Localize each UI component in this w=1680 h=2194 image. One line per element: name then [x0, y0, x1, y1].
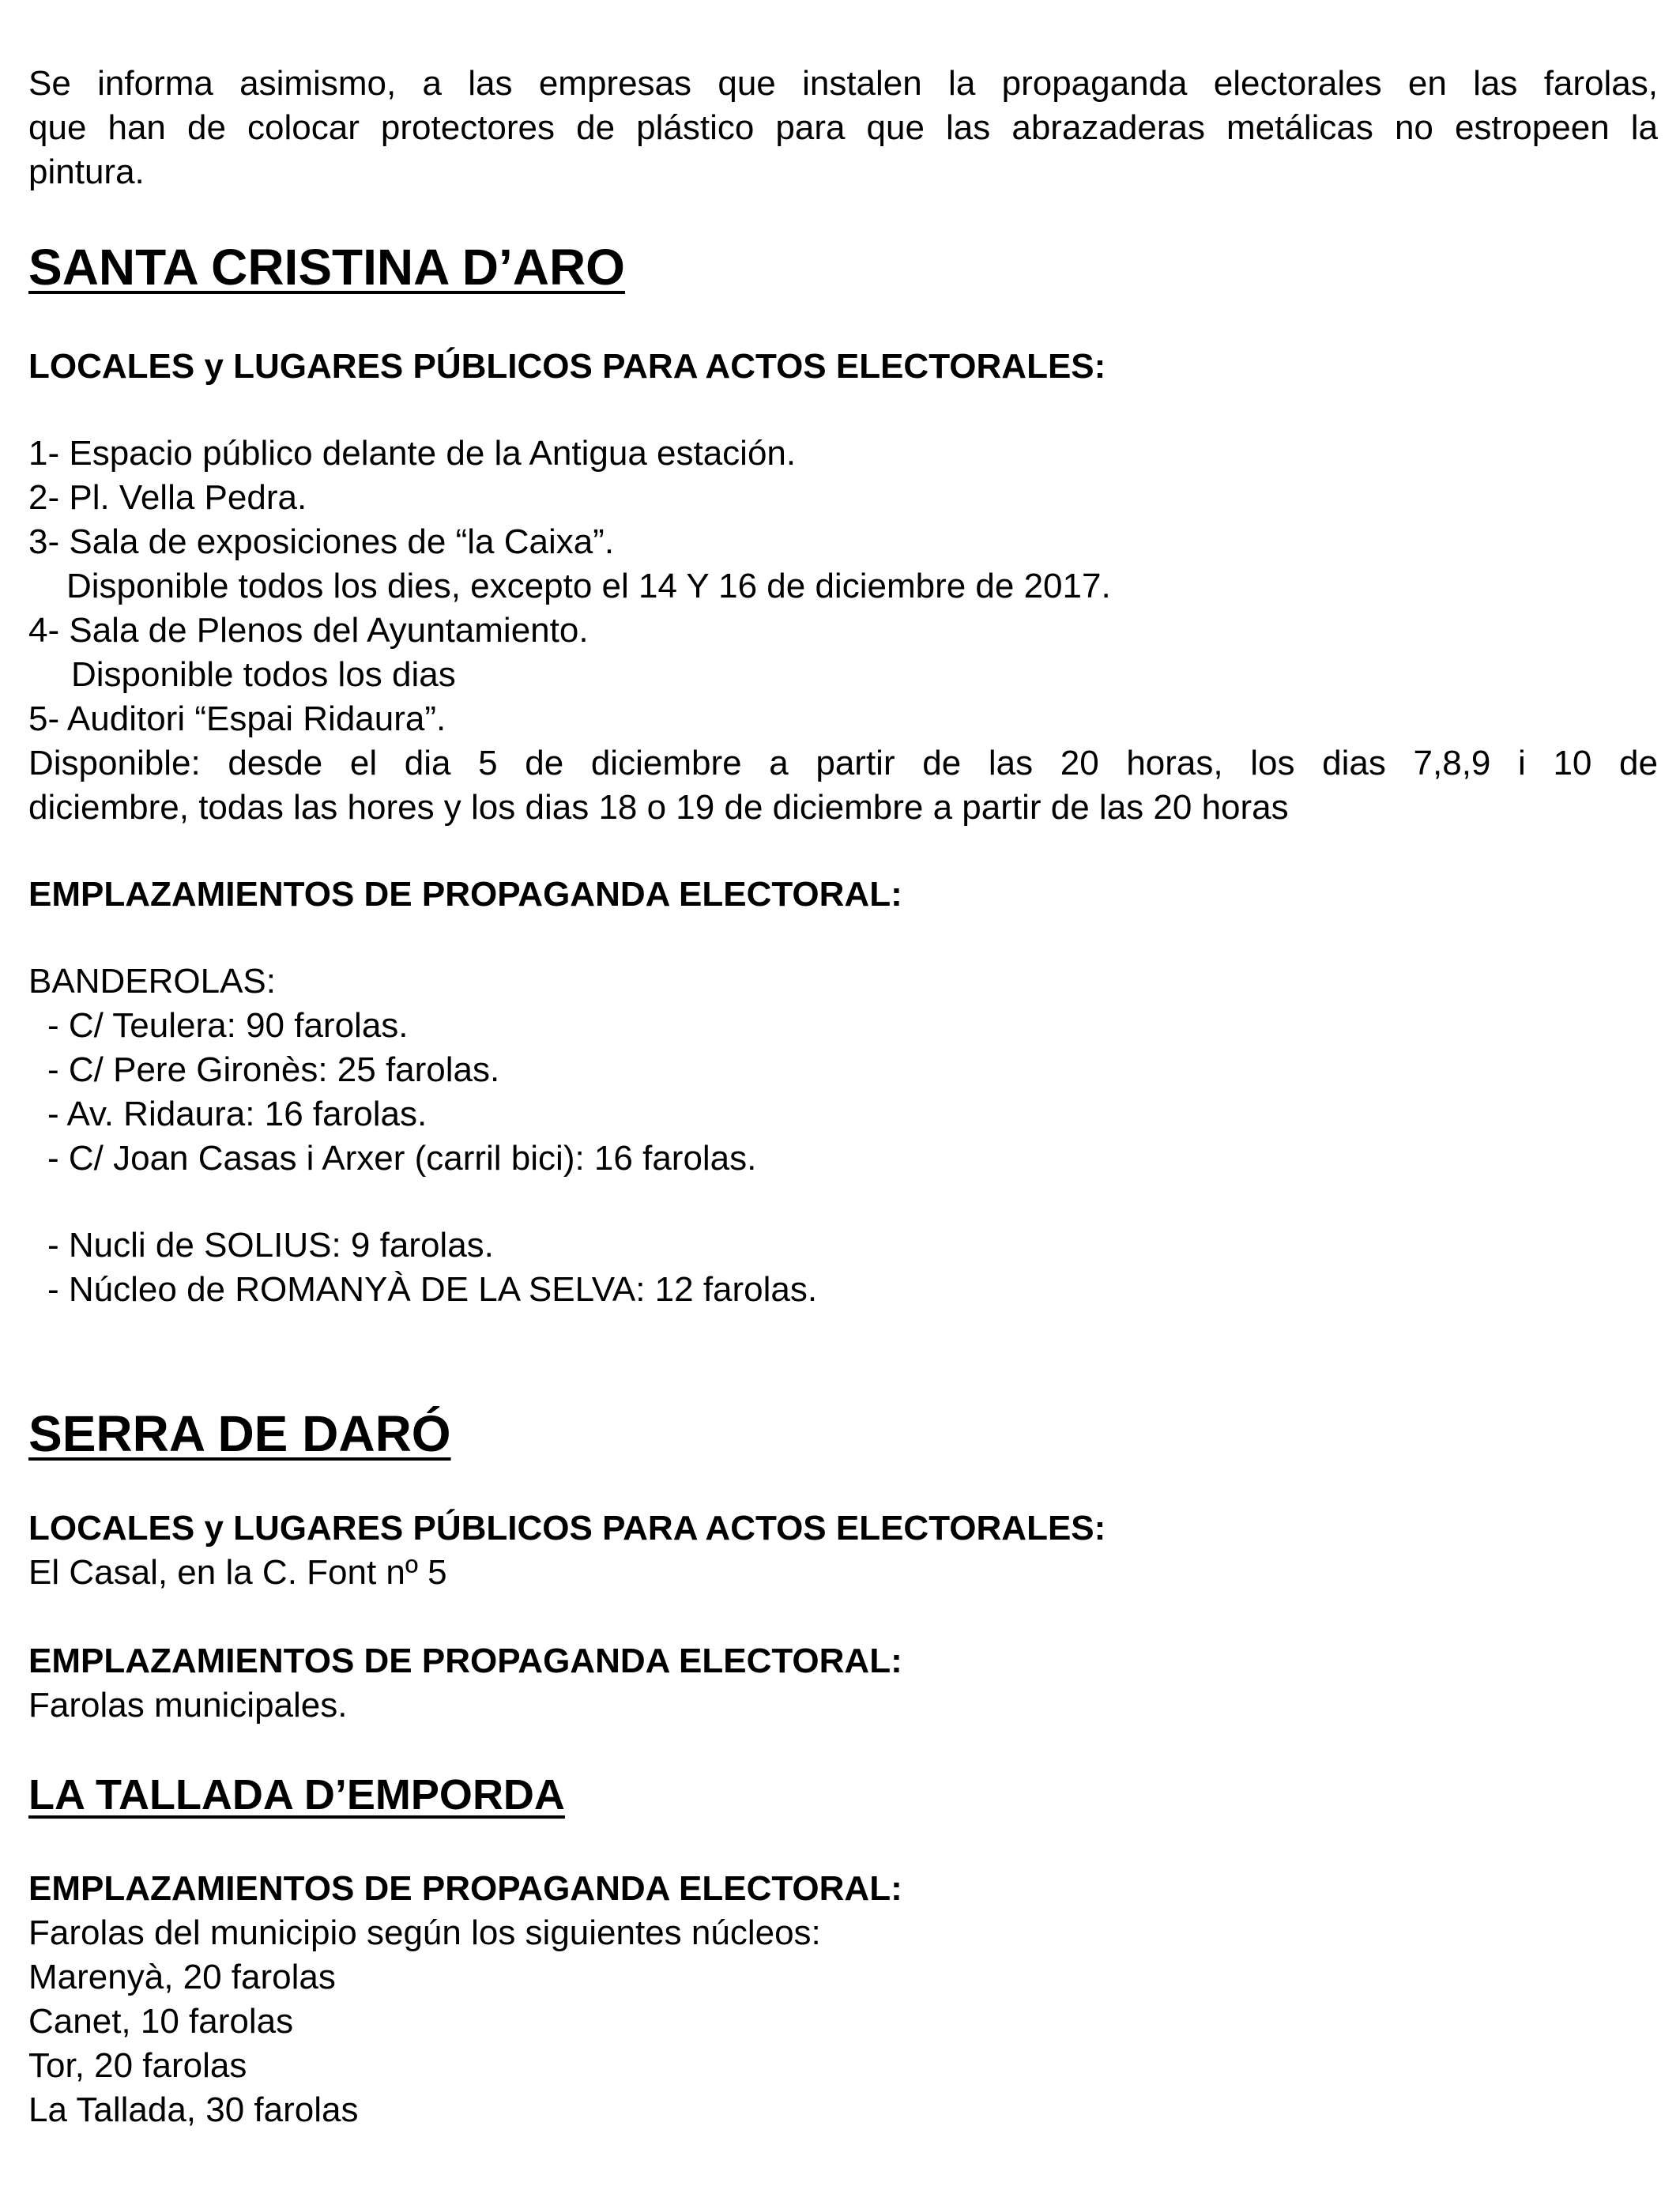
- list-item: Marenyà, 20 farolas: [28, 1958, 336, 1996]
- locales-text: El Casal, en la C. Font nº 5: [28, 1553, 447, 1592]
- propaganda-heading: EMPLAZAMIENTOS DE PROPAGANDA ELECTORAL:: [28, 1869, 902, 1908]
- section-title-la-tallada: LA TALLADA D’EMPORDA: [28, 1771, 565, 1819]
- section-title-serra-de-daro: SERRA DE DARÓ: [28, 1405, 451, 1462]
- locales-heading: LOCALES y LUGARES PÚBLICOS PARA ACTOS ELECTORALES:: [28, 1509, 1106, 1547]
- intro-line-3: pintura.: [28, 153, 145, 191]
- intro-line-2: que han de colocar protectores de plástico para que las abrazaderas metálicas no estropeen la: [28, 108, 1658, 147]
- list-item: 3- Sala de exposiciones de “la Caixa”.: [28, 522, 615, 561]
- list-item: - C/ Pere Gironès: 25 farolas.: [47, 1050, 500, 1089]
- propaganda-text: Farolas municipales.: [28, 1686, 348, 1725]
- banderolas-label: BANDEROLAS:: [28, 962, 276, 1001]
- list-item: La Tallada, 30 farolas: [28, 2090, 359, 2129]
- disponible-line-2: diciembre, todas las hores y los dias 18 o 19 de diciembre a partir de las 20 horas: [28, 788, 1289, 827]
- propaganda-heading: EMPLAZAMIENTOS DE PROPAGANDA ELECTORAL:: [28, 1642, 902, 1680]
- list-item: - C/ Teulera: 90 farolas.: [47, 1006, 409, 1045]
- list-item: Canet, 10 farolas: [28, 2002, 294, 2041]
- locales-heading: LOCALES y LUGARES PÚBLICOS PARA ACTOS ELECTORALES:: [28, 347, 1106, 386]
- list-item: Tor, 20 farolas: [28, 2046, 247, 2085]
- disponible-line-1: Disponible: desde el dia 5 de diciembre a partir de las 20 horas, los dias 7,8,9 i 10 de: [28, 744, 1658, 782]
- list-item: - Núcleo de ROMANYÀ DE LA SELVA: 12 farolas.: [47, 1270, 818, 1309]
- list-item-note: Disponible todos los dies, excepto el 14 Y 16 de diciembre de 2017.: [66, 567, 1111, 605]
- list-item: 2- Pl. Vella Pedra.: [28, 478, 307, 517]
- intro-line-1: Se informa asimismo, a las empresas que instalen la propaganda electorales en las farolas,: [28, 64, 1658, 103]
- list-item: - Nucli de SOLIUS: 9 farolas.: [47, 1226, 494, 1265]
- list-item: 4- Sala de Plenos del Ayuntamiento.: [28, 611, 589, 650]
- section-title-santa-cristina: SANTA CRISTINA D’ARO: [28, 239, 625, 296]
- propaganda-heading: EMPLAZAMIENTOS DE PROPAGANDA ELECTORAL:: [28, 875, 902, 914]
- list-item: 1- Espacio público delante de la Antigua estación.: [28, 434, 797, 473]
- list-item: - Av. Ridaura: 16 farolas.: [47, 1095, 428, 1133]
- list-item-note: Disponible todos los dias: [71, 655, 456, 694]
- propaganda-intro-text: Farolas del municipio según los siguientes núcleos:: [28, 1913, 821, 1952]
- list-item: 5- Auditori “Espai Ridaura”.: [28, 699, 446, 738]
- list-item: - C/ Joan Casas i Arxer (carril bici): 16 farolas.: [47, 1139, 757, 1178]
